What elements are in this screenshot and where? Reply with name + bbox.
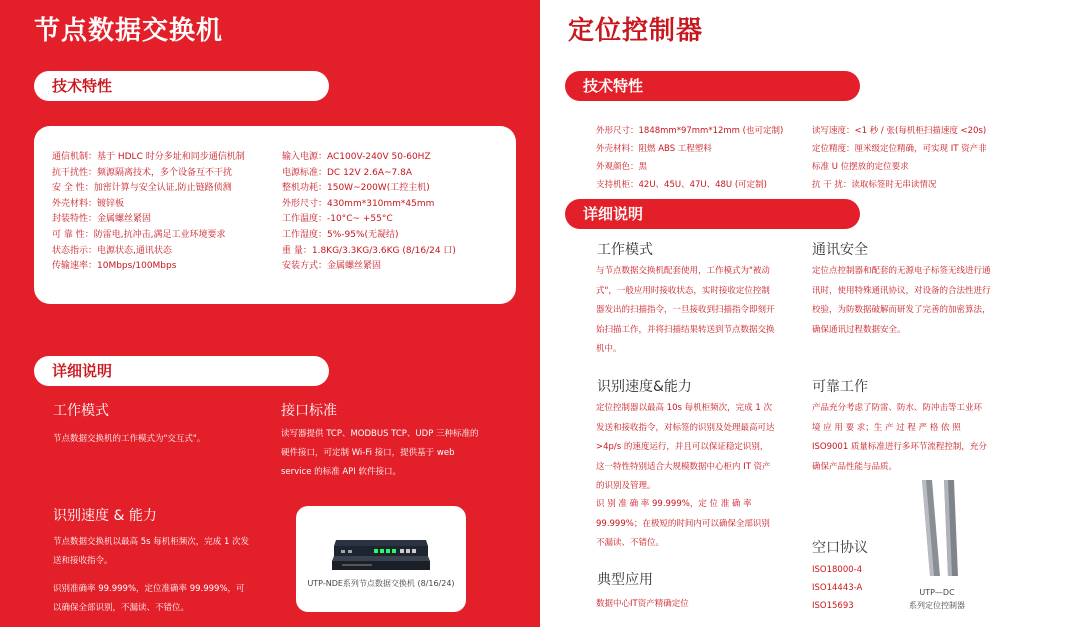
speed-text-1: 节点数据交换机以最高 5s 每机柜频次，完成 1 次发送和接收指令。 [53, 537, 250, 566]
spec-item: 外壳材料：镀锌板 [52, 198, 125, 209]
spec-item: 抗干扰性：频源隔离技术，多个设备互不干扰 [52, 167, 233, 178]
speed-text-2: 识 别 准 确 率 99.999%，定 位 准 确 率 99.999%；在极短的时间内可以确保全部识别不漏读、不错位。 [596, 499, 770, 548]
work-mode-text: 节点数据交换机的工作模式为"交互式"。 [53, 434, 206, 444]
spec-item: 定位精度：厘米级定位精确，可实现 IT 资产非 [812, 144, 987, 154]
speed-text-1: 定位控制器以最高 10s 每机柜频次，完成 1 次发送和接收指令，对标签的识别及处理最高可达 >4p/s 的速度运行，并且可以保证稳定识别，这一特性特别适合大规模数据中心柜内 IT 资产的识别及管理。 [596, 403, 775, 491]
spec-item: 外壳材料：阻燃 ABS 工程塑料 [596, 144, 712, 154]
product-caption-line: UTP—DC [919, 588, 955, 597]
spec-item: 支持机柜：42U、45U、47U、48U (可定制) [596, 180, 767, 190]
switch-image [296, 506, 466, 586]
spec-item: 状态指示：电源状态,通讯状态 [52, 245, 172, 256]
detail-pill: 详细说明 [565, 199, 860, 229]
controller-bar-image [910, 478, 970, 578]
product-card [296, 506, 466, 612]
typical-heading: 典型应用 [597, 572, 653, 588]
spec-item: 安装方式：金属螺丝紧固 [282, 261, 382, 272]
protocol-item: ISO15693 [812, 601, 854, 611]
product-caption: UTP-NDE系列节点数据交换机 (8/16/24) [307, 579, 455, 588]
protocol-item: ISO18000-4 [812, 565, 863, 575]
spec-item: 工作温度：-10°C~ +55°C [282, 214, 393, 225]
spec-box [34, 126, 516, 304]
protocol-heading: 空口协议 [812, 540, 868, 556]
spec-column-left [52, 150, 245, 275]
spec-column-right [282, 150, 456, 275]
typical-text: 数据中心IT资产精确定位 [596, 599, 689, 609]
spec-item: 整机功耗：150W~200W(工控主机) [282, 183, 430, 194]
tech-features-pill: 技术特性 [565, 71, 860, 101]
spec-item: 重 量：1.8KG/3.3KG/3.6KG (8/16/24 口) [282, 245, 456, 256]
page-title: 节点数据交换机 [34, 16, 224, 46]
reliable-heading: 可靠工作 [812, 379, 868, 395]
spec-item: 传输速率：10Mbps/100Mbps [52, 261, 177, 272]
right-panel [540, 0, 1080, 627]
work-mode-text: 与节点数据交换机配套使用，工作模式为"被动式"，一般应用时接收状态，实时接收定位控制器发出的扫描指令，一旦接收到扫描指令即刻开始扫描工作，并将扫描结果转送到节点数据交换机中。 [596, 266, 775, 354]
spec-item: 可 靠 性：防雷电,抗冲击,满足工业环境要求 [52, 229, 226, 240]
tech-features-pill: 技术特性 [34, 71, 329, 101]
spec-column-left [596, 122, 783, 194]
spec-item: 安 全 性：加密计算与安全认证,防止链路侦测 [52, 183, 232, 194]
interface-heading: 接口标准 [281, 403, 337, 419]
protocol-item: ISO14443-A [812, 583, 863, 593]
speed-heading: 识别速度&能力 [597, 379, 692, 395]
spec-item: 输入电源：AC100V-240V 50-60HZ [282, 152, 431, 162]
product-caption-line: 系列定位控制器 [909, 601, 965, 610]
spec-item: 外形尺寸：1848mm*97mm*12mm (也可定制) [596, 126, 784, 136]
spec-item: 封装特性：金属螺丝紧固 [52, 214, 152, 225]
spec-item: 标准 U 位摆放的定位要求 [812, 162, 909, 172]
spec-item: 抗 干 扰：读取标签时无串读情况 [812, 180, 937, 190]
spec-column-right [812, 122, 987, 194]
detail-pill: 详细说明 [34, 356, 329, 386]
security-text: 定位点控制器和配套的无源电子标签无线进行通讯时，使用特殊通讯协议，对设备的合法性进行校验，为防数据破解而研发了完善的加密算法，确保通讯过程数据安全。 [812, 266, 991, 335]
spec-item: 读写速度：<1 秒 / 张(每机柜扫描速度 <20s) [812, 126, 987, 136]
spec-item: 外形尺寸：430mm*310mm*45mm [282, 198, 435, 209]
speed-text-2: 识别准确率 99.999%，定位准确率 99.999%，可以确保全部识别，不漏读、不错位。 [53, 584, 245, 613]
spec-item: 电源标准：DC 12V 2.6A~7.8A [282, 167, 413, 178]
spec-item: 通信机制：基于 HDLC 时分多址和同步通信机制 [52, 152, 245, 162]
speed-heading: 识别速度 & 能力 [53, 508, 157, 524]
work-mode-heading: 工作模式 [53, 403, 109, 419]
product-caption [892, 586, 982, 612]
spec-item: 外观颜色：黑 [596, 162, 648, 172]
reliable-text: 产品充分考虑了防雷、防水、防冲击等工业环 境 应 用 要 求；生 产 过 程 严 格 依 照 ISO9001 质量标准进行多环节流程控制，充分确保产品性能与品质。 [812, 403, 987, 472]
work-mode-heading: 工作模式 [597, 242, 653, 258]
page-title: 定位控制器 [568, 16, 704, 46]
spec-item: 工作湿度：5%-95%(无凝结) [282, 229, 399, 240]
interface-text: 读写器提供 TCP、MODBUS TCP、UDP 三种标准的硬件接口，可定制 Wi-Fi 接口，提供基于 web service 的标准 API 软件接口。 [281, 429, 479, 477]
security-heading: 通讯安全 [812, 242, 868, 258]
